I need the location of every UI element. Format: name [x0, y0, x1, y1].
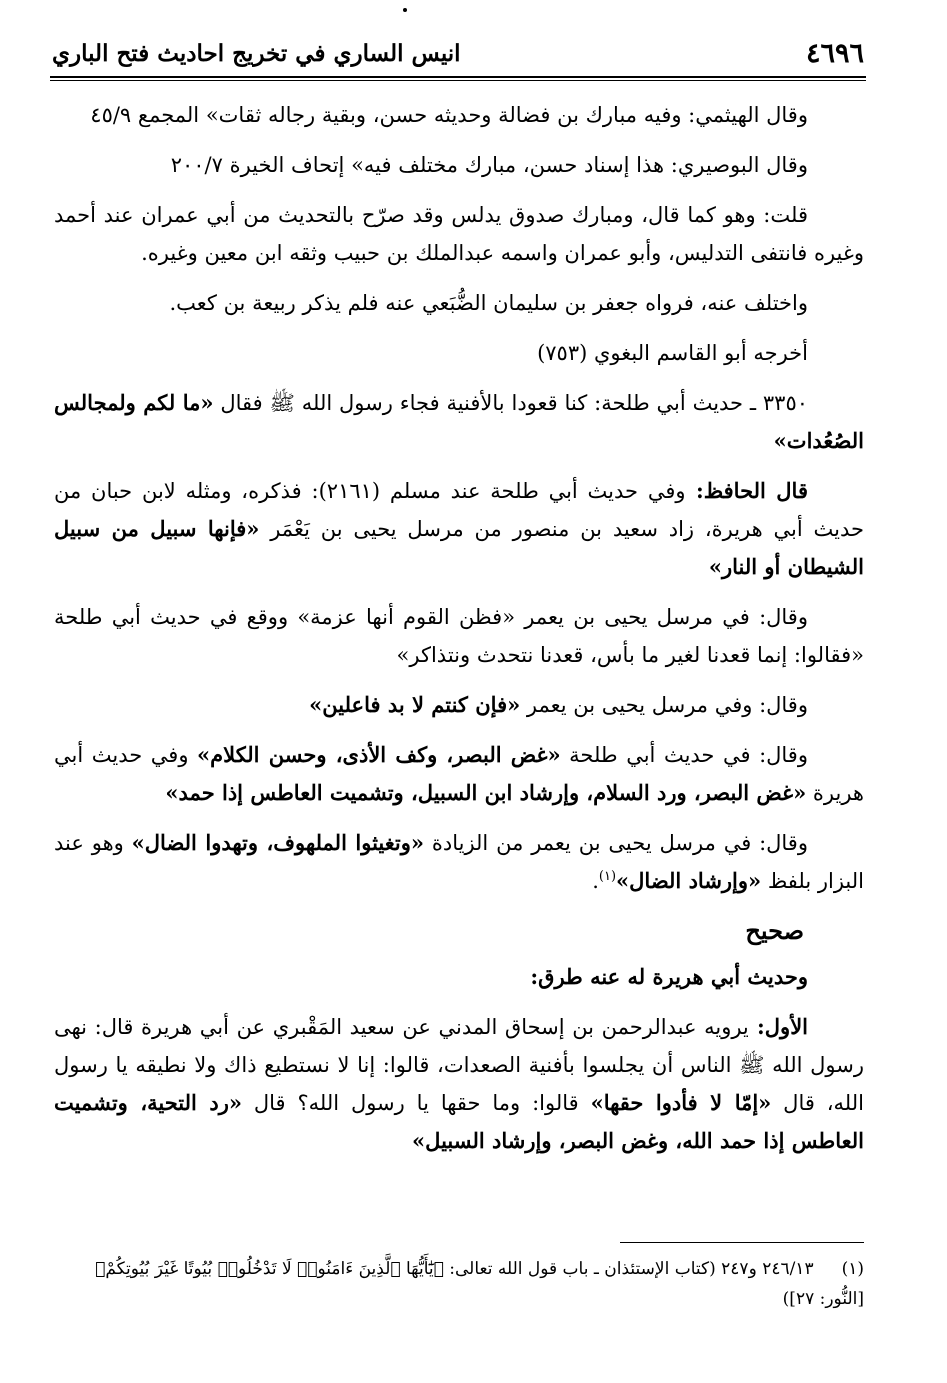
text-run: وقال البوصيري: هذا إسناد حسن، مبارك مختلف فيه» إتحاف الخيرة ٢٠٠/٧ — [170, 153, 808, 177]
main-text — [54, 96, 864, 1172]
running-title: انيس الساري في تخريج احاديث فتح الباري — [52, 39, 461, 67]
text-run: يرويه عبدالرحمن بن إسحاق المدني عن سعيد المَقْبري عن أبي هريرة قال: نهى رسول الله ﷺ الناس أن يجلسوا بأفنية الصعدات، قالوا: إنا لا نستطيع ذاك ولا نطيقه يا رسول الله، قال — [54, 1015, 864, 1115]
paragraph — [54, 472, 864, 586]
bold-text: «غض البصر، وكف الأذى، وحسن الكلام» — [197, 742, 561, 767]
bold-text: «فإنها سبيل من سبيل الشيطان أو النار» — [54, 516, 864, 579]
paragraph — [54, 196, 864, 272]
bold-text: الأول: — [748, 1014, 809, 1039]
bold-text: «ما لكم ولمجالس الصُعُدات» — [54, 390, 864, 453]
paragraph — [54, 146, 864, 184]
text-run: . — [592, 869, 599, 893]
header-rule — [50, 76, 866, 78]
page-number: ٤٦٩٦ — [805, 37, 864, 69]
bold-text: «غض البصر، ورد السلام، وإرشاد ابن السبيل، وتشميت العاطس إذا حمد» — [165, 780, 807, 805]
text-run: أخرجه أبو القاسم البغوي (٧٥٣) — [537, 341, 808, 365]
footnote-marker: (١) — [841, 1259, 864, 1279]
bold-text: «وإرشاد الضال» — [616, 868, 762, 893]
bold-text: «إمّا لا فأدوا حقها» — [590, 1090, 772, 1115]
footnote-text: ٢٤٦/١٣ و٢٤٧ (كتاب الإستئذان ـ باب قول الله تعالى: ﴿يَٰٓأَيُّهَا ٱلَّذِينَ ءَامَنُوا۟ لَا تَدْخُلُوا۟ بُيُوتًا غَيْرَ بُيُوتِكُمْ﴾ — [95, 1259, 814, 1279]
text-run: وقال: في مرسل يحيى بن يعمر «فظن القوم أنها عزمة» ووقع في حديث أبي طلحة «فقالوا: إنما قعدنا لغير ما بأس، قعدنا نتحدث ونتذاكر» — [54, 605, 864, 667]
text-run: وفي حديث أبي هريرة — [54, 743, 864, 805]
text-run: وقال: وفي مرسل يحيى بن يعمر — [520, 693, 808, 717]
footnote-continuation: [النُّور: ٢٧]) — [782, 1289, 864, 1309]
text-run: وقال: في مرسل يحيى بن يعمر من الزيادة — [424, 831, 808, 855]
text-run: قلت: وهو كما قال، ومبارك صدوق يدلس وقد صرّح بالتحديث من أبي عمران عند أحمد وغيره فانتفى التدليس، وأبو عمران واسمه عبدالملك بن حبيب وثقه ابن معين وغيره. — [54, 203, 864, 265]
paragraph — [54, 284, 864, 322]
paragraph — [54, 598, 864, 674]
bold-text: قال الحافظ: — [685, 478, 808, 503]
section-heading: صحيح — [745, 916, 804, 945]
footnote-separator — [620, 1242, 864, 1243]
header-rule-thin — [50, 80, 866, 81]
bold-text: «رد التحية، وتشميت العاطس إذا حمد الله، وغض البصر، وإرشاد السبيل» — [54, 1090, 864, 1153]
paragraph — [54, 824, 864, 900]
paragraph — [54, 96, 864, 134]
text-run: واختلف عنه، فرواه جعفر بن سليمان الضُّبَعي عنه فلم يذكر ربيعة بن كعب. — [169, 291, 808, 315]
paragraph — [54, 334, 864, 372]
bold-text: «فإن كنتم لا بد فاعلين» — [309, 692, 521, 717]
footnote-line — [54, 1254, 864, 1284]
footnote-ref: (١) — [598, 869, 617, 884]
paragraph — [54, 958, 864, 996]
paragraph — [54, 1008, 864, 1160]
paragraph — [54, 736, 864, 812]
text-run: وقال الهيثمي: وفيه مبارك بن فضالة وحديثه حسن، وبقية رجاله ثقات» المجمع ٤٥/٩ — [90, 103, 808, 127]
scan-speck — [403, 8, 407, 12]
text-run: وفي حديث أبي طلحة عند مسلم (٢١٦١): فذكره، ومثله لابن حبان من حديث أبي هريرة، زاد سعيد بن منصور من مرسل يحيى بن يَعْمَر — [54, 479, 864, 541]
bold-text: «وتغيثوا الملهوف، وتهدوا الضال» — [131, 830, 424, 855]
page-header — [52, 32, 864, 74]
text-run: وهو عند البزار بلفظ — [54, 831, 864, 893]
footnotes — [54, 1254, 864, 1314]
bold-text: وحديث أبي هريرة له عنه طرق: — [530, 964, 808, 989]
paragraph — [54, 384, 864, 460]
text-run: قالوا: وما حقها يا رسول الله؟ قال — [242, 1091, 591, 1115]
paragraph — [54, 686, 864, 724]
text-run: وقال: في حديث أبي طلحة — [560, 743, 808, 767]
text-run: ٣٣٥٠ ـ حديث أبي طلحة: كنا قعودا بالأفنية فجاء رسول الله ﷺ فقال — [213, 391, 809, 415]
